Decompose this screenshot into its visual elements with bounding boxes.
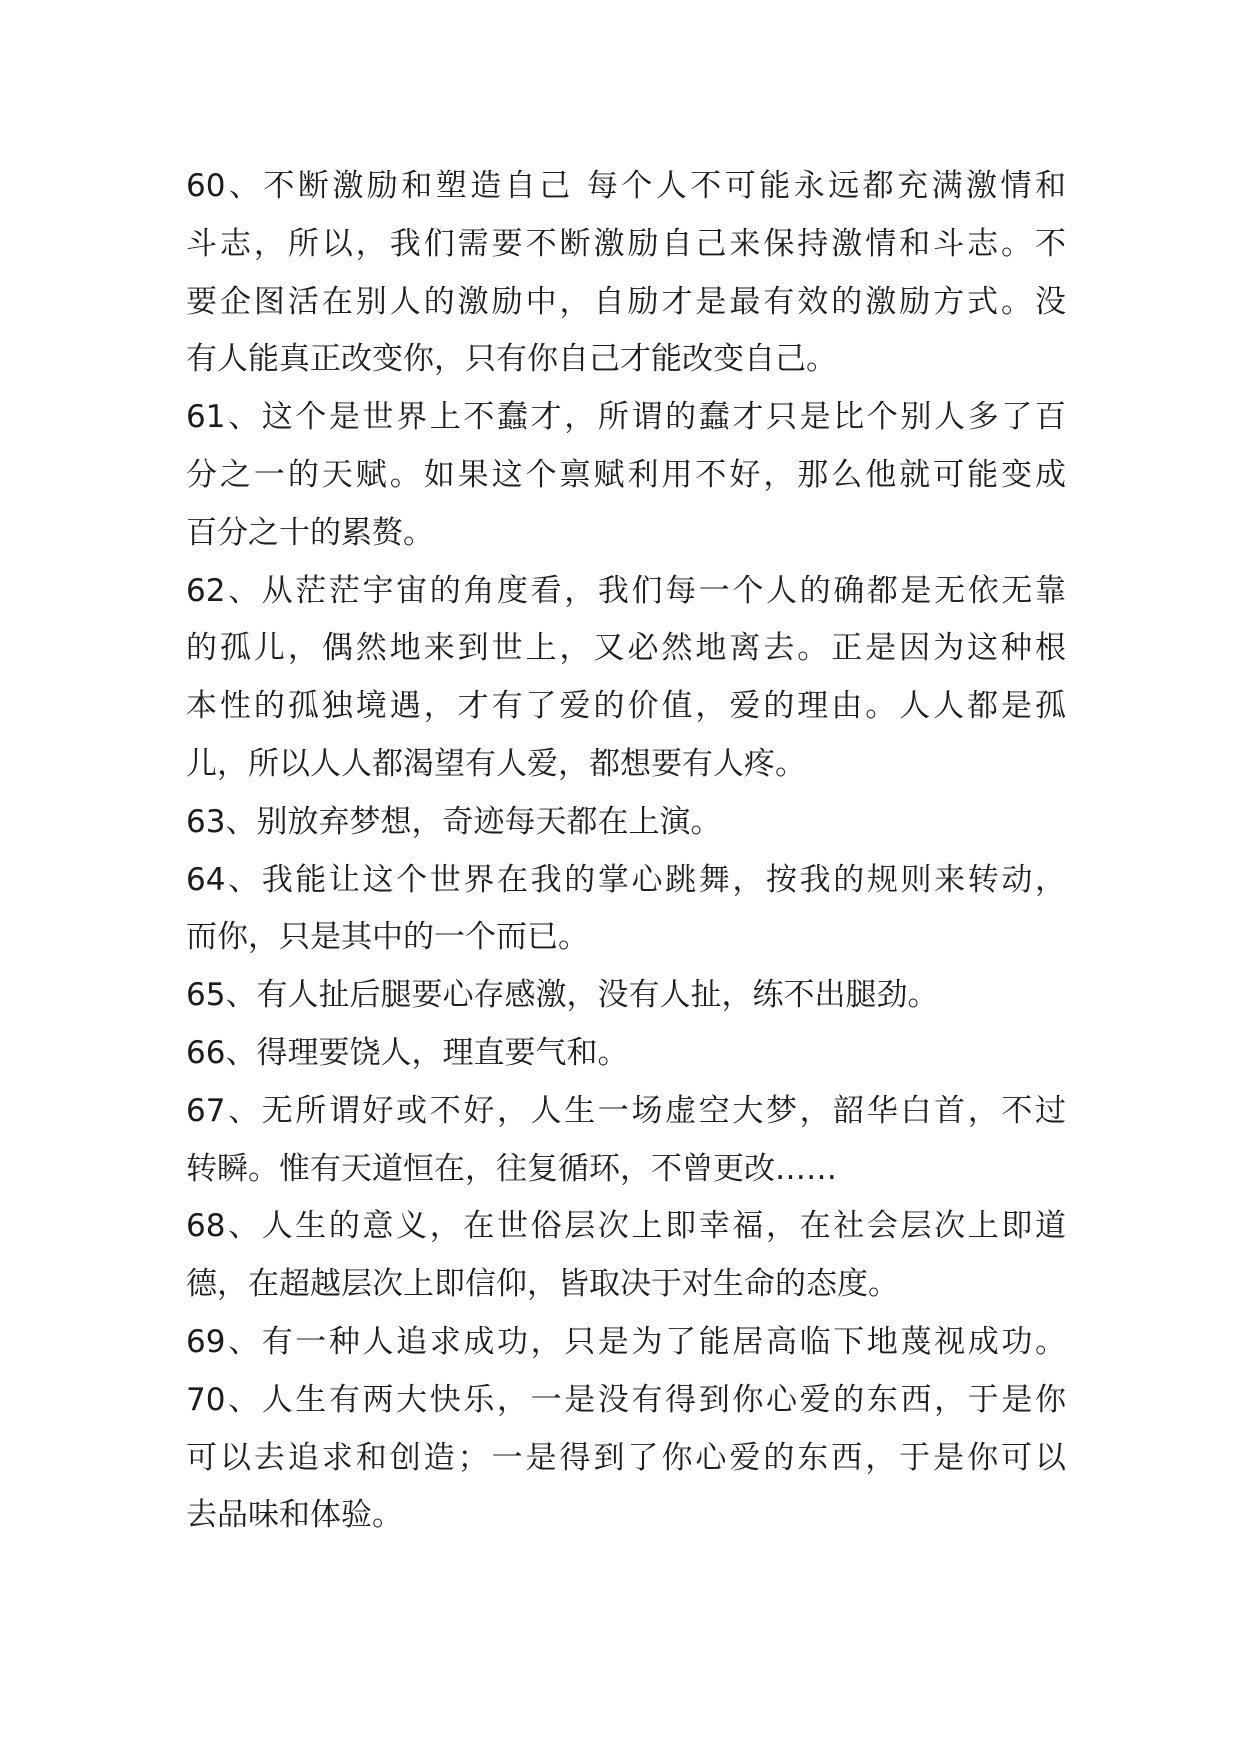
- text-line: 分之一的天赋。如果这个禀赋利用不好，那么他就可能变成: [186, 456, 1066, 493]
- text-line: 的孤儿，偶然地来到世上，又必然地离去。正是因为这种根: [186, 630, 1066, 667]
- paragraph-64: [186, 852, 1066, 968]
- paragraph-65: [186, 967, 1066, 1025]
- text-line: 可以去追求和创造；一是得到了你心爱的东西，于是你可以: [186, 1439, 1066, 1476]
- paragraph-62: [186, 563, 1066, 794]
- text-line: 61、这个是世界上不蠢才，所谓的蠢才只是比个别人多了百: [186, 399, 1066, 436]
- text-line: 65、有人扯后腿要心存感激，没有人扯，练不出腿劲。: [186, 977, 939, 1014]
- text-line: 66、得理要饶人，理直要气和。: [186, 1034, 629, 1071]
- text-line: 要企图活在别人的激励中，自励才是最有效的激励方式。没: [186, 283, 1066, 320]
- paragraph-63: [186, 794, 1066, 852]
- text-line: 百分之十的累赘。: [186, 514, 434, 551]
- text-line: 69、有一种人追求成功，只是为了能居高临下地蔑视成功。: [186, 1323, 1066, 1360]
- text-line: 本性的孤独境遇，才有了爱的价值，爱的理由。人人都是孤: [186, 688, 1066, 725]
- paragraph-61: [186, 389, 1066, 562]
- text-line: 62、从茫茫宇宙的角度看，我们每一个人的确都是无依无靠: [186, 572, 1066, 609]
- text-line: 63、别放弃梦想，奇迹每天都在上演。: [186, 803, 722, 840]
- paragraph-60: [186, 158, 1066, 389]
- text-line: 斗志，所以，我们需要不断激励自己来保持激情和斗志。不: [186, 225, 1066, 262]
- paragraph-68: [186, 1198, 1066, 1314]
- text-line: 去品味和体验。: [186, 1497, 403, 1534]
- text-line: 70、人生有两大快乐，一是没有得到你心爱的东西，于是你: [186, 1381, 1066, 1418]
- paragraph-66: [186, 1025, 1066, 1083]
- paragraph-69: [186, 1314, 1066, 1372]
- text-line: 而你，只是其中的一个而已。: [186, 919, 589, 956]
- paragraph-70: [186, 1372, 1066, 1545]
- text-line: 转瞬。惟有天道恒在，往复循环，不曾更改……: [186, 1150, 837, 1187]
- paragraph-67: [186, 1083, 1066, 1199]
- text-line: 64、我能让这个世界在我的掌心跳舞，按我的规则来转动，: [186, 861, 1066, 898]
- document-body: [186, 158, 1066, 1545]
- text-line: 60、不断激励和塑造自己 每个人不可能永远都充满激情和: [186, 168, 1066, 204]
- text-line: 儿，所以人人都渴望有人爱，都想要有人疼。: [186, 745, 806, 782]
- text-line: 德，在超越层次上即信仰，皆取决于对生命的态度。: [186, 1266, 899, 1303]
- text-line: 68、人生的意义，在世俗层次上即幸福，在社会层次上即道: [186, 1208, 1066, 1245]
- text-line: 67、无所谓好或不好，人生一场虚空大梦，韶华白首，不过: [186, 1092, 1066, 1129]
- text-line: 有人能真正改变你，只有你自己才能改变自己。: [186, 341, 837, 378]
